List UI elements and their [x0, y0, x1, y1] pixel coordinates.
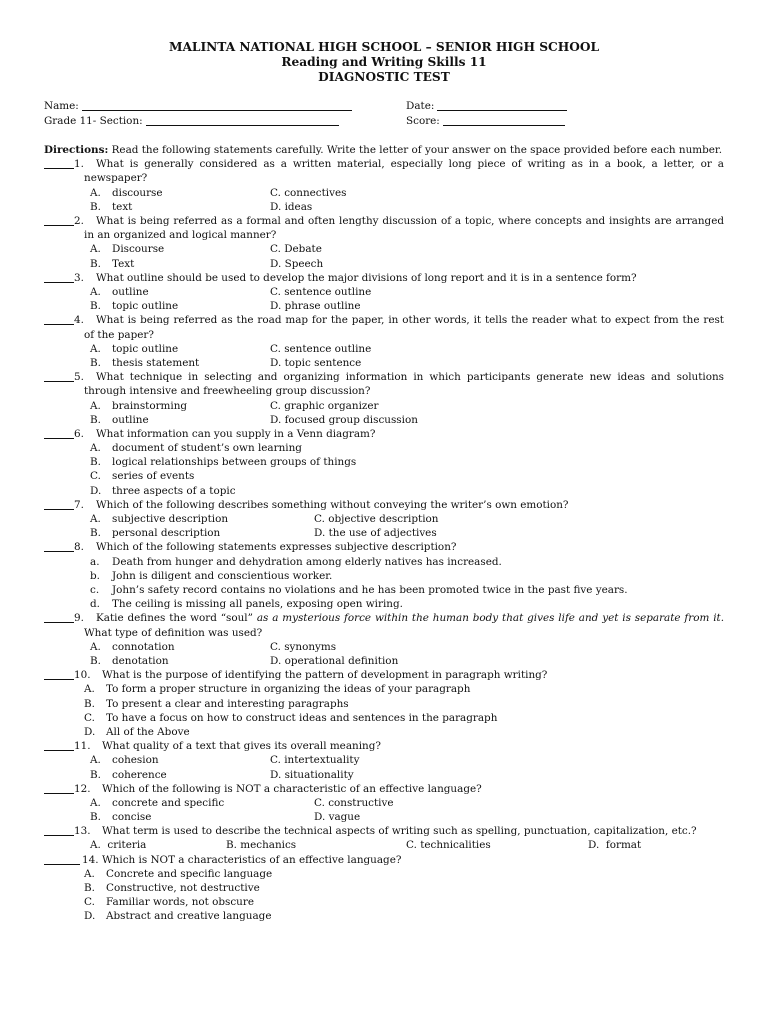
option: connectives — [284, 186, 347, 199]
question-text-italic: as a mysterious force within the human body that gives life and yet is separate from it. — [256, 612, 725, 625]
name-label: Name: — [44, 100, 79, 112]
question-1 — [44, 157, 724, 185]
answer-blank[interactable] — [44, 782, 74, 794]
option: connotation — [112, 640, 175, 653]
question-number: 11. — [74, 740, 91, 753]
option: concise — [112, 811, 152, 824]
question-number: 9. — [74, 612, 84, 625]
directions-label: Directions: — [44, 144, 109, 156]
section-field[interactable] — [146, 114, 339, 126]
question-number: 14. — [82, 853, 99, 866]
options-1: A. discourse C. connectives B. text D. ideas — [90, 186, 347, 213]
question-number: 10. — [74, 669, 91, 682]
option: personal description — [112, 527, 221, 540]
option: mechanics — [240, 839, 297, 852]
options-4: A. topic outline C. sentence outline B. thesis statement D. topic sentence — [90, 342, 372, 369]
info-row-2 — [44, 114, 724, 129]
info-row-1 — [44, 99, 724, 114]
answer-blank[interactable] — [44, 214, 74, 226]
option: Death from hunger and dehydration among elderly natives has increased. — [112, 555, 502, 568]
options-8: a. Death from hunger and dehydration among elderly natives has increased. b. John is diligent and conscientious worker. c. John’s safety record contains no violations and he has been promoted twice in the past five years. d. The ceiling is missing all panels, exposing open wiring. — [90, 555, 628, 611]
answer-blank[interactable] — [44, 370, 74, 382]
option: Concrete and specific language — [106, 867, 273, 880]
question-text: Which of the following statements expresses subjective description? — [96, 541, 457, 554]
options-5: A. brainstorming C. graphic organizer B. outline D. focused group discussion — [90, 399, 418, 426]
options-12: A. concrete and specific C. constructive B. concise D. vague — [90, 796, 394, 824]
question-text: What is the purpose of identifying the pattern of development in paragraph writing? — [102, 669, 548, 682]
question-text: Katie defines the word “soul” — [96, 612, 253, 625]
question-text: What is being referred as the road map for the paper, in other words, it tells the reader what to expect from the rest of the paper? — [84, 314, 724, 341]
option: document of student’s own learning — [112, 442, 302, 455]
date-field[interactable] — [437, 99, 567, 111]
test-paper — [44, 40, 724, 924]
option: All of the Above — [106, 725, 190, 738]
option: series of events — [112, 470, 195, 483]
question-13 — [44, 824, 724, 838]
option: outline — [112, 285, 149, 298]
question-text: What term is used to describe the technical aspects of writing such as spelling, punctuation, capitalization, etc.? — [102, 825, 697, 838]
option: focused group discussion — [284, 413, 418, 426]
answer-blank[interactable] — [44, 427, 74, 439]
options-2: A. Discourse C. Debate B. Text D. Speech — [90, 243, 324, 270]
option: synonyms — [284, 640, 337, 653]
question-number: 2. — [74, 214, 84, 227]
option: subjective description — [112, 513, 229, 526]
option: logical relationships between groups of things — [112, 456, 357, 469]
option: technicalities — [420, 839, 491, 852]
question-number: 1. — [74, 158, 84, 171]
options-7: A. subjective description C. objective description B. personal description D. the use of adjectives — [90, 513, 439, 540]
option: constructive — [328, 796, 394, 809]
option: objective description — [328, 513, 439, 526]
options-9: A. connotation C. synonyms B. denotation D. operational definition — [90, 640, 399, 667]
question-number: 5. — [74, 371, 84, 384]
question-14 — [44, 853, 724, 867]
question-8 — [44, 540, 724, 554]
option: operational definition — [284, 654, 399, 667]
options-6: A. document of student’s own learning B. logical relationships between groups of things C. series of events D. three aspects of a topic — [90, 442, 357, 497]
option: intertextuality — [284, 754, 360, 767]
subject-title: Reading and Writing Skills 11 — [281, 55, 487, 69]
option: text — [112, 200, 133, 213]
score-field[interactable] — [443, 114, 565, 126]
school-name: MALINTA NATIONAL HIGH SCHOOL – SENIOR HIGH SCHOOL — [168, 40, 600, 54]
options-13: A. criteria B. mechanics C. technicalities D. format — [90, 839, 642, 852]
section-label: Grade 11- Section: — [44, 115, 143, 127]
answer-blank[interactable] — [44, 498, 74, 510]
answer-blank[interactable] — [44, 271, 74, 283]
option: graphic organizer — [284, 399, 379, 412]
question-text: What technique in selecting and organizing information in which participants generate new ideas and solutions through intensive and freewheeling group discussion? — [84, 371, 724, 398]
option: vague — [328, 811, 361, 824]
answer-blank[interactable] — [44, 157, 74, 169]
question-2 — [44, 214, 724, 242]
option: denotation — [112, 654, 169, 667]
option: topic outline — [112, 342, 179, 355]
question-10 — [44, 668, 724, 682]
directions-text: Read the following statements carefully. Write the letter of your answer on the space provided before each number. — [111, 144, 723, 156]
question-text: What is being referred as a formal and often lengthy discussion of a topic, where concepts and insights are arranged in an organized and logical manner? — [84, 214, 724, 242]
option: Constructive, not destructive — [106, 882, 260, 895]
answer-blank[interactable] — [44, 313, 74, 325]
question-7 — [44, 498, 724, 512]
question-number: 12. — [74, 782, 91, 795]
answer-blank[interactable] — [44, 853, 80, 865]
name-field[interactable] — [82, 99, 352, 111]
score-label: Score: — [406, 115, 440, 127]
option: criteria — [107, 839, 147, 852]
question-text: What quality of a text that gives its overall meaning? — [102, 740, 381, 753]
options-11: A. cohesion C. intertextuality B. coherence D. situationality — [90, 754, 360, 781]
option: To have a focus on how to construct ideas and sentences in the paragraph — [106, 711, 498, 724]
question-9 — [44, 611, 724, 639]
test-title: DIAGNOSTIC TEST — [318, 70, 450, 84]
question-text: Which of the following is NOT a characteristic of an effective language? — [102, 782, 482, 795]
option: John’s safety record contains no violations and he has been promoted twice in the past five years. — [112, 584, 628, 597]
question-text: Which of the following describes something without conveying the writer’s own emotion? — [96, 498, 569, 511]
option: topic sentence — [284, 356, 362, 369]
option: Discourse — [112, 243, 165, 256]
header — [44, 40, 724, 85]
option: sentence outline — [284, 285, 372, 298]
question-5 — [44, 370, 724, 398]
option: Abstract and creative language — [106, 910, 272, 923]
options-14: A. Concrete and specific language B. Constructive, not destructive C. Familiar words, not obscure D. Abstract and creative language — [84, 867, 273, 923]
option: ideas — [284, 200, 313, 213]
option: John is diligent and conscientious worker. — [112, 569, 333, 582]
option: thesis statement — [112, 356, 200, 369]
option: To present a clear and interesting paragraphs — [106, 697, 349, 710]
option: To form a proper structure in organizing the ideas of your paragraph — [106, 683, 471, 696]
answer-blank[interactable] — [44, 739, 74, 751]
question-text: What outline should be used to develop the major divisions of long report and it is in a sentence form? — [96, 271, 637, 284]
answer-blank[interactable] — [44, 824, 74, 836]
question-11 — [44, 739, 724, 753]
question-number: 13. — [74, 825, 91, 838]
question-number: 8. — [74, 541, 84, 554]
question-text: What is generally considered as a written material, especially long piece of writing as in a book, a letter, or a newspaper? — [84, 158, 724, 185]
answer-blank[interactable] — [44, 668, 74, 680]
option: brainstorming — [112, 399, 188, 412]
option: discourse — [112, 186, 163, 199]
question-text: What information can you supply in a Venn diagram? — [96, 427, 376, 440]
question-number: 6. — [74, 427, 84, 440]
option: phrase outline — [284, 300, 361, 313]
option: Familiar words, not obscure — [106, 896, 254, 909]
option: three aspects of a topic — [112, 484, 236, 497]
question-6 — [44, 427, 724, 441]
option: format — [605, 839, 642, 852]
option: Debate — [284, 243, 322, 256]
question-text-end: What type of definition was used? — [84, 626, 263, 639]
question-12 — [44, 782, 724, 796]
question-text: Which is NOT a characteristics of an effective language? — [102, 853, 402, 866]
answer-blank[interactable] — [44, 611, 74, 623]
question-4 — [44, 313, 724, 341]
option: Text — [112, 257, 135, 270]
question-3 — [44, 271, 724, 285]
option: Speech — [284, 257, 324, 270]
option: coherence — [112, 768, 167, 781]
option: the use of adjectives — [328, 527, 437, 540]
question-number: 4. — [74, 314, 84, 327]
options-10: A. To form a proper structure in organizing the ideas of your paragraph B. To present a clear and interesting paragraphs C. To have a focus on how to construct ideas and sentences in the paragraph D. All of the Above — [84, 683, 498, 738]
option: The ceiling is missing all panels, exposing open wiring. — [112, 598, 403, 611]
option: concrete and specific — [112, 796, 225, 809]
option: situationality — [284, 768, 354, 781]
directions — [44, 143, 724, 157]
question-number: 3. — [74, 271, 84, 284]
option: outline — [112, 413, 149, 426]
option: cohesion — [112, 754, 159, 767]
option: topic outline — [112, 300, 179, 313]
answer-blank[interactable] — [44, 540, 74, 552]
date-label: Date: — [406, 100, 435, 112]
options-3: A. outline C. sentence outline B. topic outline D. phrase outline — [90, 285, 372, 313]
option: sentence outline — [284, 342, 372, 355]
question-number: 7. — [74, 498, 84, 511]
